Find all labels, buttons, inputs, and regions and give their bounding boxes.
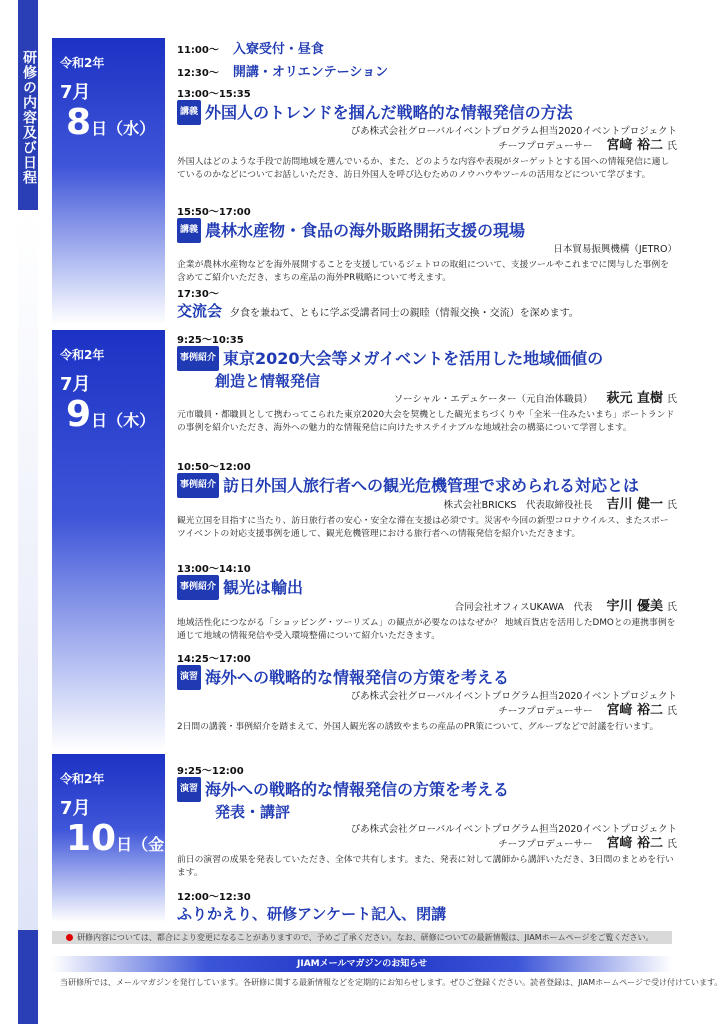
speaker-affiliation: ぴあ株式会社グローバルイベントプログラム担当2020イベントプロジェクト bbox=[350, 126, 677, 137]
bullet-dot-icon bbox=[66, 934, 73, 941]
session-description: 元市職員・都職員として携わってこられた東京2020大会を契機とした観光まちづくりや「全米一住みたいまち」ポートランドの事例を紹介いただき、海外への魅力的な情報発信に向けたサステイナブルな地域社会の構築について学習します。 bbox=[177, 410, 675, 433]
session-tag: 講義 bbox=[177, 100, 201, 125]
opening-row bbox=[177, 61, 677, 80]
session-time: 11:00〜 bbox=[177, 45, 219, 56]
side-tab-light bbox=[18, 210, 38, 930]
session-tag: 演習 bbox=[177, 665, 201, 690]
speaker-honorific: 氏 bbox=[667, 706, 677, 717]
day-month: 7月 bbox=[60, 82, 91, 103]
speaker-name: 宮﨑 裕二 bbox=[606, 703, 663, 718]
session-block bbox=[177, 203, 677, 285]
session-title: ふりかえり、研修アンケート記入、閉講 bbox=[177, 905, 447, 923]
session-title: 東京2020大会等メガイベントを活用した地域価値の bbox=[223, 349, 604, 368]
speaker-affiliation: ぴあ株式会社グローバルイベントプログラム担当2020イベントプロジェクト bbox=[350, 691, 677, 702]
session-time: 12:30〜 bbox=[177, 68, 219, 79]
session-description: 観光立国を目指すに当たり、訪日旅行者の安心・安全な滞在支援は必須です。災害や今回の新型コロナウイルス、またスポーツイベントの対応支援事例を通して、観光危機管理における旅行者への情報発信を紹介いただきます。 bbox=[177, 516, 669, 539]
closing-row bbox=[177, 888, 677, 924]
session-time: 9:25〜10:35 bbox=[177, 335, 244, 346]
day-of-week: 日（水） bbox=[91, 119, 156, 138]
session-title: 交流会 bbox=[177, 302, 223, 320]
mail-magazine-description: 当研修所では、メールマガジンを発行しています。各研修に関する最新情報などを定期的にお知らせします。ぜひご登録ください。読者登録は、JIAMホームページで受け付けています。 bbox=[60, 978, 723, 987]
session-title: 海外への戦略的な情報発信の方策を考える bbox=[205, 780, 510, 799]
session-title-cont: 発表・講評 bbox=[215, 803, 291, 821]
day-header-3 bbox=[52, 754, 181, 922]
session-block bbox=[177, 85, 677, 182]
session-tag: 事例紹介 bbox=[177, 473, 219, 498]
speaker-affiliation: ぴあ株式会社グローバルイベントプログラム担当2020イベントプロジェクト bbox=[350, 824, 677, 835]
session-tag: 事例紹介 bbox=[177, 346, 219, 371]
session-description: 企業が農林水産物などを海外展開することを支援しているジェトロの取組について、支援ツールやこれまでに関与した事例を含めてご紹介いただき、まちの産品の海外PR戦略について考えます。 bbox=[177, 260, 669, 283]
speaker-honorific: 氏 bbox=[667, 839, 677, 850]
day-number: 8 bbox=[66, 102, 92, 143]
speaker-name: 宇川 優美 bbox=[606, 599, 663, 614]
session-title: 開講・オリエンテーション bbox=[232, 65, 389, 80]
session-description: 外国人はどのような手段で訪問地域を選んでいるか、また、どのような内容や表現がターゲットとする国への情報発信に適しているのかなどについてお話しいただき、訪日外国人を呼び込むためのノウハウやツールの活用などについて学びます。 bbox=[177, 157, 670, 180]
session-title: 観光は輸出 bbox=[223, 578, 304, 597]
session-description: 地域活性化につながる「ショッピング・ツーリズム」の観点が必要なのはなぜか？ 地域百貨店を活用したDMOとの連携事例を通じて地域の情報発信や受入環境整備について紹介いただきます。 bbox=[177, 618, 676, 641]
day-header-1 bbox=[52, 38, 165, 324]
session-time: 10:50〜12:00 bbox=[177, 462, 251, 473]
day-number: 9 bbox=[66, 394, 92, 435]
session-time: 15:50〜17:00 bbox=[177, 207, 251, 218]
speaker-name: 宮﨑 裕二 bbox=[606, 138, 663, 153]
day-era: 令和2年 bbox=[60, 348, 105, 362]
change-notice bbox=[52, 931, 672, 944]
session-tag: 講義 bbox=[177, 218, 201, 243]
session-description: 前日の演習の成果を発表していただき、全体で共有します。また、発表に対して講師から講評いただき、3日間のまとめを行います。 bbox=[177, 855, 674, 878]
session-time: 13:00〜14:10 bbox=[177, 564, 251, 575]
session-description: 夕食を兼ねて、ともに学ぶ受講者同士の親睦（情報交換・交流）を深めます。 bbox=[230, 308, 579, 319]
side-title: 研修の内容及び日程 bbox=[21, 50, 37, 185]
session-title: 農林水産物・食品の海外販路開拓支援の現場 bbox=[205, 221, 526, 240]
session-block bbox=[177, 458, 677, 541]
speaker-affiliation: 合同会社オフィスUKAWA 代表 bbox=[454, 602, 593, 613]
reception-row bbox=[177, 38, 677, 57]
session-block bbox=[177, 331, 677, 435]
day-era: 令和2年 bbox=[60, 772, 105, 786]
speaker-honorific: 氏 bbox=[667, 141, 677, 152]
speaker-name: 宮﨑 裕二 bbox=[606, 836, 663, 851]
speaker-name: 吉川 健一 bbox=[606, 497, 663, 512]
session-time: 17:30〜 bbox=[177, 289, 219, 300]
social-event bbox=[177, 285, 677, 321]
session-time: 13:00〜15:35 bbox=[177, 89, 251, 100]
speaker-affiliation: 株式会社BRICKS 代表取締役社長 bbox=[443, 500, 593, 511]
session-tag: 事例紹介 bbox=[177, 575, 219, 600]
session-title: 海外への戦略的な情報発信の方策を考える bbox=[205, 668, 510, 687]
session-title: 入寮受付・昼食 bbox=[232, 42, 324, 57]
day-number: 10 bbox=[66, 818, 117, 859]
session-title: 外国人のトレンドを掴んだ戦略的な情報発信の方法 bbox=[205, 103, 573, 122]
speaker-affiliation: ソーシャル・エデュケーター（元自治体職員） bbox=[393, 394, 593, 405]
speaker-position: チーフプロデューサー bbox=[498, 706, 593, 717]
speaker-position: チーフプロデューサー bbox=[498, 141, 593, 152]
session-time: 12:00〜12:30 bbox=[177, 892, 251, 903]
session-time: 14:25〜17:00 bbox=[177, 654, 251, 665]
day-era: 令和2年 bbox=[60, 56, 105, 70]
day-of-week: 日（金） bbox=[116, 835, 181, 854]
day-month: 7月 bbox=[60, 374, 91, 395]
session-block bbox=[177, 560, 677, 643]
speaker-honorific: 氏 bbox=[667, 602, 677, 613]
session-block bbox=[177, 650, 677, 734]
day-of-week: 日（木） bbox=[91, 411, 156, 430]
speaker-name: 萩元 直樹 bbox=[606, 391, 663, 406]
day-month: 7月 bbox=[60, 798, 91, 819]
day-header-2 bbox=[52, 330, 165, 750]
speaker-affiliation: 日本貿易振興機構（JETRO） bbox=[553, 244, 677, 255]
session-tag: 演習 bbox=[177, 777, 201, 802]
session-time: 9:25〜12:00 bbox=[177, 766, 244, 777]
notice-text: 研修内容については、都合により変更になることがありますので、予めご了承ください。なお、研修についての最新情報は、JIAMホームページをご覧ください。 bbox=[77, 933, 654, 942]
session-title-cont: 創造と情報発信 bbox=[215, 372, 321, 390]
session-block bbox=[177, 762, 677, 880]
mail-magazine-banner: JIAMメールマガジンのお知らせ bbox=[52, 956, 672, 972]
speaker-honorific: 氏 bbox=[667, 394, 677, 405]
session-description: 2日間の講義・事例紹介を踏まえて、外国人観光客の誘致やまちの産品のPR策について、グループなどで討議を行います。 bbox=[177, 722, 659, 732]
speaker-honorific: 氏 bbox=[667, 500, 677, 511]
speaker-position: チーフプロデューサー bbox=[498, 839, 593, 850]
session-title: 訪日外国人旅行者への観光危機管理で求められる対応とは bbox=[223, 476, 640, 495]
